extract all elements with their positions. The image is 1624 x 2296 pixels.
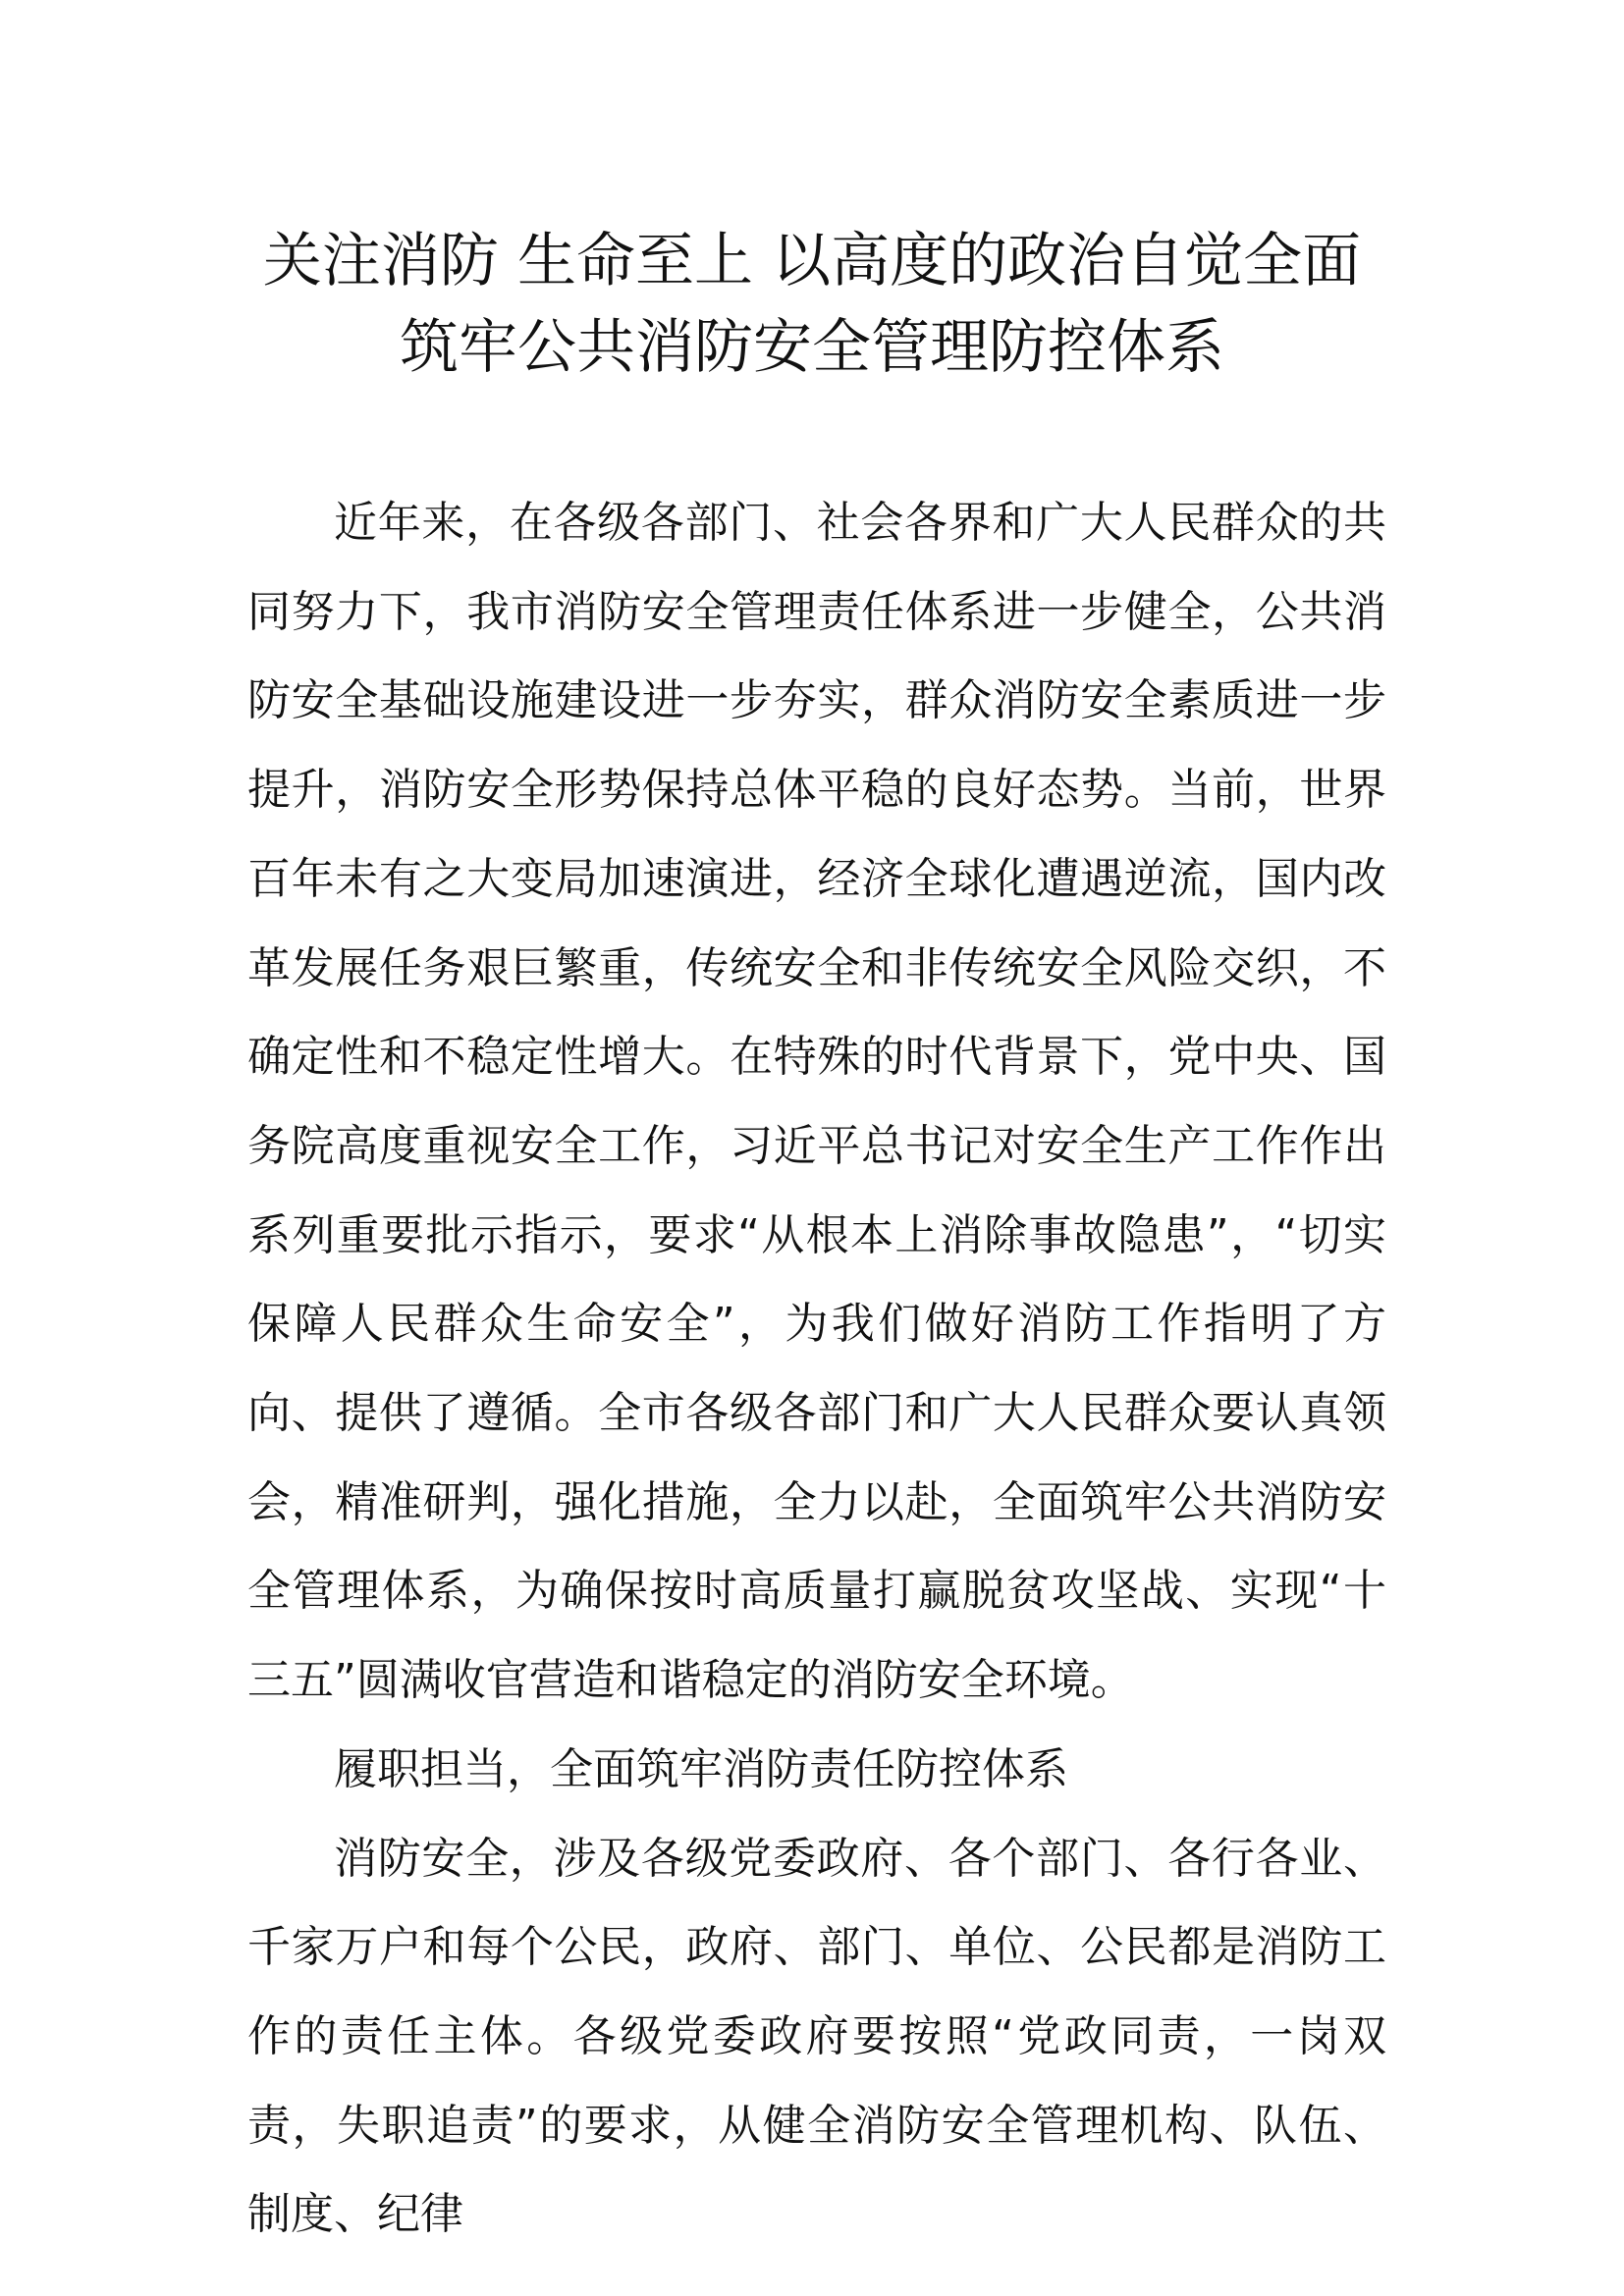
section-heading: 履职担当，全面筑牢消防责任防控体系 (334, 1743, 1068, 1794)
title-line-2: 筑牢公共消防安全管理防控体系 (400, 313, 1224, 382)
document-body (247, 479, 1386, 2260)
page-title (196, 218, 1428, 391)
title-line-1: 关注消防 生命至上 以高度的政治自觉全面 (262, 227, 1362, 295)
paragraph-intro: 近年来，在各级各部门、社会各界和广大人民群众的共同努力下，我市消防安全管理责任体系进一步健全，公共消防安全基础设施建设进一步夯实，群众消防安全素质进一步提升，消防安全形势保持总体平稳的良好态势。当前，世界百年未有之大变局加速演进，经济全球化遭遇逆流，国内改革发展任务艰巨繁重，传统安全和非传统安全风险交织，不确定性和不稳定性增大。在特殊的时代背景下，党中央、国务院高度重视安全工作，习近平总书记对安全生产工作作出系列重要批示指示，要求“从根本上消除事故隐患”，“切实保障人民群众生命安全”，为我们做好消防工作指明了方向、提供了遵循。全市各级各部门和广大人民群众要认真领会，精准研判，强化措施，全力以赴，全面筑牢公共消防安全管理体系，为确保按时高质量打赢脱贫攻坚战、实现“十三五”圆满收官营造和谐稳定的消防安全环境。 (247, 498, 1386, 1706)
paragraph-responsibility: 消防安全，涉及各级党委政府、各个部门、各行各业、千家万户和每个公民，政府、部门、单位、公民都是消防工作的责任主体。各级党委政府要按照“党政同责，一岗双责，失职追责”的要求，从健全消防安全管理机构、队伍、制度、纪律 (247, 1833, 1386, 2240)
